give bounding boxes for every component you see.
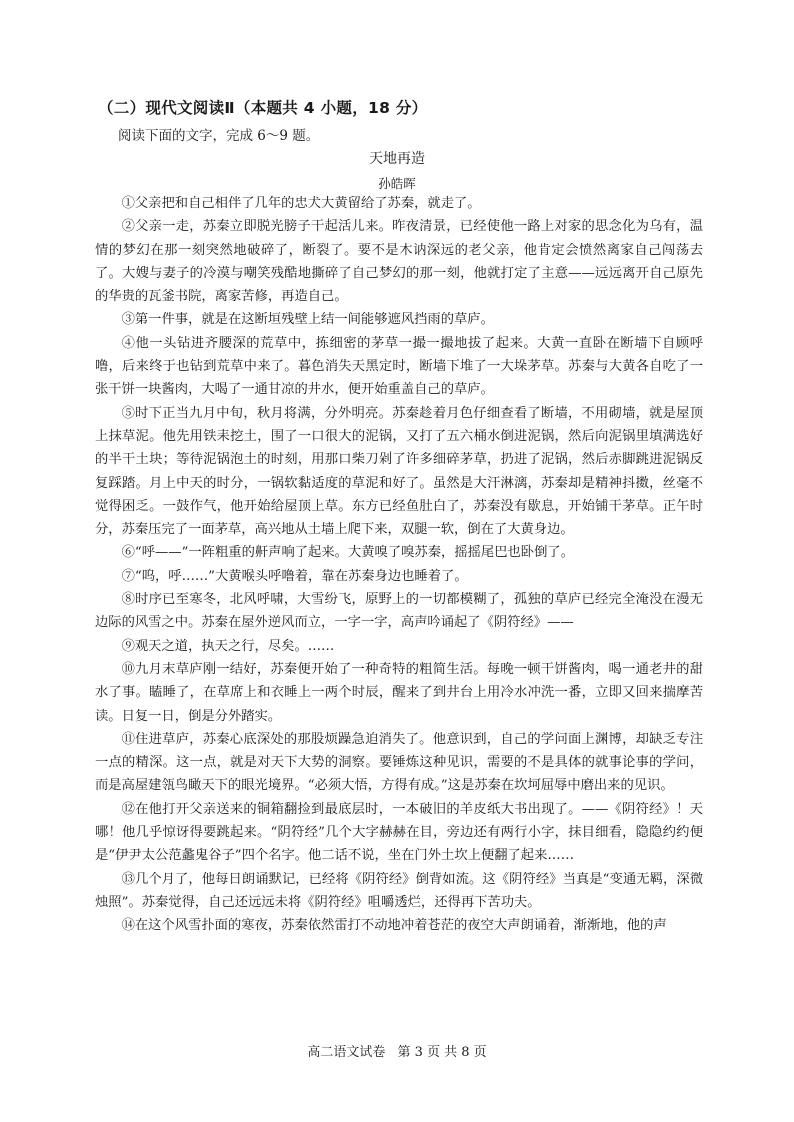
article-body — [95, 192, 703, 938]
paragraph-9: ⑨观天之道，执天之行，尽矣。…… — [121, 638, 335, 654]
footer-subject: 高二语文试卷 — [307, 1045, 386, 1060]
paragraph-1: ①父亲把和自己相伴了几年的忠犬大黄留给了苏秦，就走了。 — [121, 196, 481, 211]
paragraph-3: ③第一件事，就是在这断垣残壁上结一间能够遮风挡雨的草庐。 — [121, 312, 494, 328]
footer-page-number: 第 3 页 共 8 页 — [397, 1045, 487, 1060]
reading-instruction: 阅读下面的文字，完成 6～9 题。 — [118, 128, 320, 144]
paragraph-2: ②父亲一走，苏秦立即脱光膀子干起活儿来。昨夜清景，已经使他一路上对家的思念化为乌有，温情的梦幻在那一刻突然地破碎了，断裂了。要不是木讷深远的老父亲，他肯定会愤然离家自己闯荡去了。大嫂与妻子的冷漠与嘲笑残酷地撕碎了自己梦幻的那一刻，他就打定了主意——远远离开自己原先的华贵的瓦釜书院，离家苦修，再造自己。 — [95, 219, 703, 305]
paragraph-11: ⑪住进草庐，苏秦心底深处的那股烦躁急迫消失了。他意识到，自己的学问面上渊博，却缺乏专注一点的精深。这一点，就是对天下大势的洞察。要锤炼这种见识，需要的不是具体的就事论事的学问，而是高屋建瓴鸟瞰天下的眼光境界。“必须大悟，方得有成。”这是苏秦在坎坷屈辱中磨出来的见识。 — [95, 731, 703, 794]
paragraph-5: ⑤时下正当九月中旬，秋月将满，分外明亮。苏秦趁着月色仔细查看了断墙，不用砌墙，就是屋顶上抹草泥。他先用铁耒挖土，围了一口很大的泥锅，又打了五六桶水倒进泥锅，然后向泥锅里填满选好的半干土块；等待泥锅泡土的时刻，用那口柴刀剁了许多细碎茅草，扔进了泥锅，然后赤脚跳进泥锅反复踩踏。月上中天的时分，一锅软黏适度的草泥和好了。虽然是大汗淋漓，苏秦却是精神抖擞，丝毫不觉得困乏。一鼓作气，他开始给屋顶上草。东方已经鱼肚白了，苏秦没有歇息，开始铺干茅草。正午时分，苏秦压完了一面茅草，高兴地从土墙上爬下来，双腿一软，倒在了大黄身边。 — [95, 405, 703, 538]
paragraph-4: ④他一头钻进齐腰深的荒草中，拣细密的茅草一撮一撮地拔了起来。大黄一直卧在断墙下自顾呼噜，后来终于也钻到荒草中来了。暮色消失天黑定时，断墙下堆了一大垛茅草。苏秦与大黄各自吃了一张干饼一块酱肉，大喝了一通甘凉的井水，便开始重盖自己的草庐。 — [95, 335, 703, 398]
article-author: 孙皓晖 — [378, 176, 416, 191]
article-title: 天地再造 — [369, 151, 425, 167]
paragraph-13: ⑬几个月了，他每日朗诵默记，已经将《阴符经》倒背如流。这《阴符经》当真是“变通无羁，深微烛照”。苏秦觉得，自己还远远未将《阴符经》咀嚼透烂，还得再下苦功夫。 — [95, 871, 703, 910]
paragraph-7: ⑦“呜，呼……”大黄喉头呼噜着，靠在苏秦身边也睡着了。 — [121, 568, 468, 584]
paragraph-8: ⑧时序已至寒冬，北风呼啸，大雪纷飞，原野上的一切都模糊了，孤独的草庐已经完全淹没在漫无边际的风雪之中。苏秦在屋外逆风而立，一字一字，高声吟诵起了《阴符经》—— — [95, 592, 703, 631]
paragraph-14: ⑭在这个风雪扑面的寒夜，苏秦依然雷打不动地冲着苍茫的夜空大声朗诵着，渐渐地，他的声 — [121, 918, 667, 934]
section-title: （二）现代文阅读Ⅱ（本题共 4 小题，18 分） — [98, 99, 428, 117]
paragraph-6: ⑥“呼——”一阵粗重的鼾声响了起来。大黄嗅了嗅苏秦，摇摇尾巴也卧倒了。 — [121, 545, 574, 561]
page-footer — [0, 1041, 794, 1060]
paragraph-12: ⑫在他打开父亲送来的铜箱翻捡到最底层时，一本破旧的羊皮纸大书出现了。——《阴符经》！天哪！他几乎惊讶得要跳起来。“阴符经”几个大字赫赫在目，旁边还有两行小字，抹目细看，隐隐约约便是“伊尹太公范蠡鬼谷子”四个名字。他二话不说，坐在门外土坎上便翻了起来…… — [95, 801, 703, 864]
paragraph-10: ⑩九月末草庐刚一结好，苏秦便开始了一种奇特的粗简生活。每晚一顿干饼酱肉，喝一通老井的甜水了事。瞌睡了，在草席上和衣睡上一两个时辰，醒来了到井台上用冷水冲洗一番，立即又回来揣摩苦读。日复一日，倒是分外踏实。 — [95, 661, 703, 724]
